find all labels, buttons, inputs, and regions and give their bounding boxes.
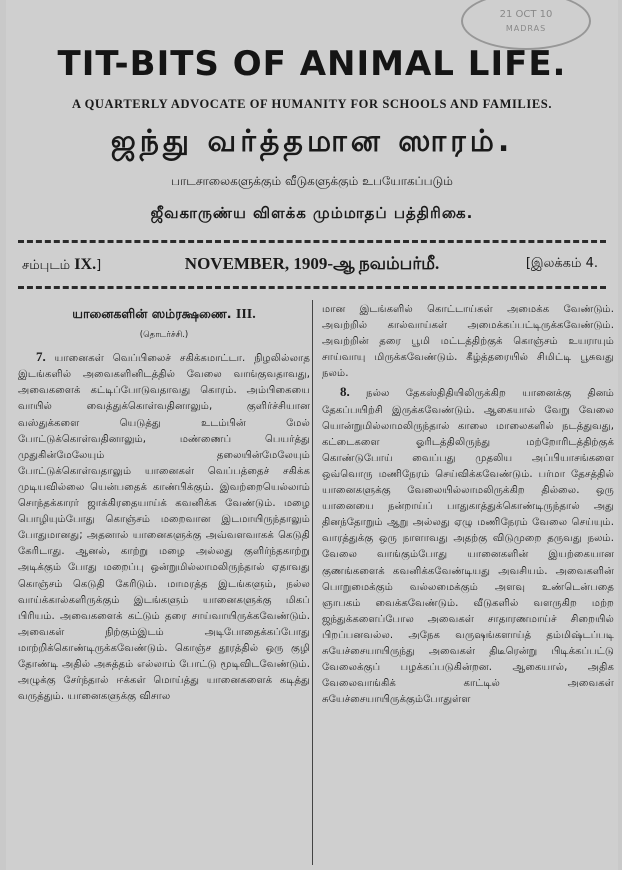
paragraph-7-continued: மான இடங்களில் கொட்டாய்கள் அமைக்க வேண்டும். அவற்றில் கால்வாய்கள் அமைக்கப்பட்டிருக்கவேண்டும். அவற்றின் தரை பூமி மட்டத்திற்குக் கொஞ்சம் உயராயும் சாய்வாயு மிருக்கவேண்டும். கீழ்த்தரையில் சிமிட்டி பூசுவது நலம். xyxy=(322,304,614,380)
top-divider xyxy=(18,240,606,243)
tamil-title: ஜந்து வர்த்தமான ஸாரம். xyxy=(110,124,514,159)
right-column xyxy=(322,302,614,708)
volume-info: சம்புடம் IX.] xyxy=(22,256,102,273)
journal-subtitle: A QUARTERLY ADVOCATE OF HUMANITY FOR SCHOOLS AND FAMILIES. xyxy=(71,97,553,111)
article-title xyxy=(18,306,310,323)
bottom-divider xyxy=(18,286,606,289)
left-column xyxy=(18,306,310,705)
paragraph-text: நல்ல தேகஸ்திதியிலிருக்கிற யானைக்கு தினம் தேகப்பயிற்சி இருக்கவேண்டும். ஆகையால் வேறு வேலை யொன்றுமில்லாமலிருந்தால் காலை மாலைகளில் நடத்துவது, கட்டைகளை ஓரிடத்திலிருந்து மற்றோரிடத்திற்குக் கொண்டுபோய் வைப்பது முதலிய அப்பியாசங்களை ஒவ்வொரு மணிநேரம் செய்விக்கவேண்டும். பர்மா தேசத்தில் யானைகளுக்கு வேலையில்லாமலிருக்கிற தில்லை. ஒரு யானையை நன்றாய்ப் பாதுகாத்துக்கொண்டிருந்தால் அது தினந்தோறும் ஆறு அல்லது ஏழு மணிநேரம் வேலை செய்யும். வாரத்துக்கு ஒரு நாளாவது அதற்கு விடுமுறை தருவது நலம். வேலை வாங்கும்போது யானைகளின் இயற்கையான குணங்களைக் கவனிக்கவேண்டியது அவசியம். அவைகளின் பொறுமைக்கும் வல்லமைக்கும் அளவு உண்டென்பதை ஞாபகம் வைக்கவேண்டும். வீடுகளில் வளருகிற மற்ற ஜந்துக்களைப்போல அவைகள் சாதாரணமாய்ச் சிறையில் பிறப்பனவல்ல. அநேக வருஷங்களாய்த் தம்மிஷ்டப்படி சுயேச்சையாயிருந்து அவைகள் திடீரென்று பிடிக்கப்பட்டு வேலைக்குப் பழக்கப்படுகின்றன. ஆகையால், அதிக வேலைவாங்கிக் காட்டில் அவைகள் சுயேச்சையாயிருக்கும்போதுள்ள xyxy=(322,388,614,706)
issue-date: NOVEMBER, 1909-ஆ நவம்பர்மீ. xyxy=(184,254,440,273)
volume-label: சம்புடம் xyxy=(22,258,71,273)
paragraph-number: 8. xyxy=(340,384,350,400)
stamp-date: 21 OCT 10 xyxy=(499,9,553,20)
journal-title: TIT-BITS OF ANIMAL LIFE. xyxy=(57,44,567,84)
paragraph-7 xyxy=(18,349,310,705)
column-divider xyxy=(312,300,313,865)
volume-number: IX. xyxy=(74,256,97,273)
issue-number: [இலக்கம் 4. xyxy=(525,256,598,271)
article-title-text: யானைகளின் ஸம்ரக்ஷணை. xyxy=(72,306,232,321)
journal-page xyxy=(6,0,618,870)
stamp-place: MADRAS xyxy=(505,24,547,33)
paragraph-number: 7. xyxy=(36,349,46,365)
article-part: III. xyxy=(235,307,256,322)
continued-note: (தொடர்ச்சி.) xyxy=(139,330,189,341)
tamil-subtitle: பாடசாலைகளுக்கும் வீடுகளுக்கும் உபயோகப்படும் xyxy=(171,174,453,188)
library-stamp xyxy=(461,0,591,50)
paragraph-8 xyxy=(322,384,614,708)
tamil-tagline: ஜீவகாருண்ய விளக்க மும்மாதப் பத்திரிகை. xyxy=(150,204,474,222)
paragraph-text: யானைகள் வெப்பிலைச் சகிக்கமாட்டா. நிழலில்லாத இடங்களில் அவைகளினிடத்தில் வேலை வாங்குவதாவது, அவைகளைக் கட்டிப்போடுவதாவது கொரம். அம்பிகையை வாயில் வைத்துக்கொள்வதினாலும், குளிர்ச்சியான வஸ்துக்களை யெடுத்து உடம்பின் மேல் போட்டுக்கொள்வதினாலும், மண்ணைப் பெயர்த்து முதுகின்மேலேயும் தலையின்மேலேயும் போட்டுக்கொள்வதாலும் யானைகள் வெப்பத்தைச் சகிக்க முடியவில்லை யென்பதைக் காண்பிக்கும். இவற்றையெல்லாம் சொந்தக்காரர் ஜாக்கிரதையாய்க் கவனிக்க வேண்டும். மழை பொழியும்போது கொஞ்சம் மறைவான இடமாயிருந்தாலும் போதுமானது; அதனால் யானைகளுக்கு அவ்வளவாகக் கெடுதி கேரிடாது. ஆனல், காற்று மழை அல்லது குளிர்ந்தகாற்று அடிக்கும் போது மறைப்பு ஒன்றுமில்லாமலிருந்தால் ஏதாவது கொஞ்சம் கெடுதி கேரிடும். மாமரத்த இடங்களும், நல்ல வாய்க்கால்களிருக்கும் இடங்களும் யானைகளுக்கு மிகப் பிரியம். அவைகளைக் கட்டும் தரை சாய்வாயிருக்கவேண்டும். அவைகள் நிற்கும்இடம் அடிபோதைக்கப்போது மாற்றிக்கொண்டிருக்கவேண்டும். கொஞ்ச தூரத்தில் ஒரு குழி தோண்டி அதில் அசுத்தம் எல்லாம் போட்டு மூடிவிடவேண்டும். அழுக்கு சேர்ந்தால் ஈக்கள் மொய்த்து யானைகளைக் கடித்து வருத்தும். யானைகளுக்கு விசால xyxy=(18,353,310,703)
